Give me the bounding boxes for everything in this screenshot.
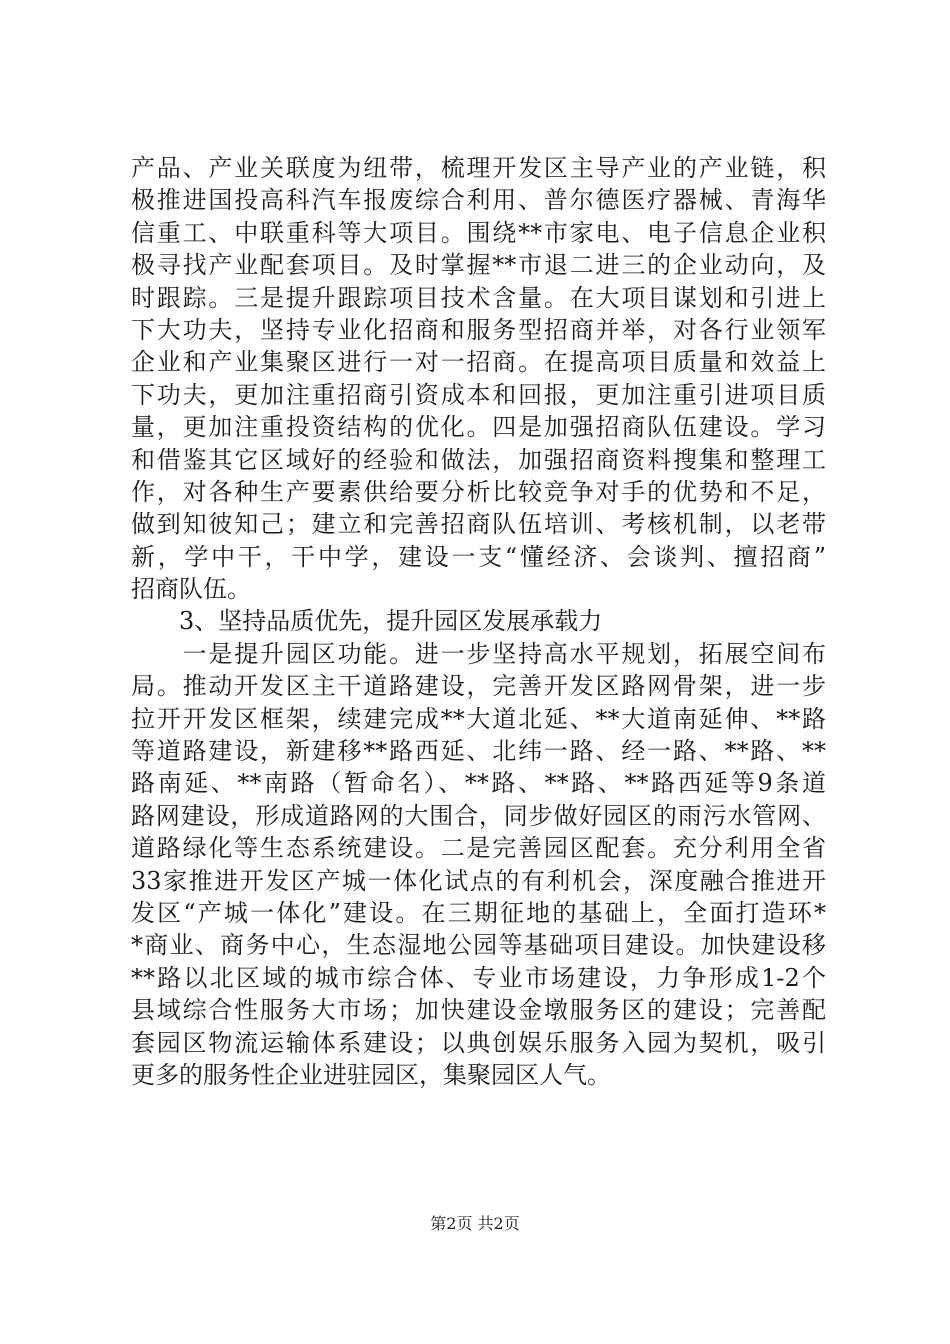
text-line: *商业、商务中心，生态湿地公园等基础项目建设。加快建设移: [131, 931, 826, 960]
text-line: **路以北区域的城市综合体、专业市场建设，力争形成1-2个: [131, 963, 826, 992]
text-line: 时跟踪。三是提升跟踪项目技术含量。在大项目谋划和引进上: [131, 283, 826, 312]
text-line: 招商队伍。: [131, 575, 251, 604]
text-line: 极寻找产业配套项目。及时掌握**市退二进三的企业动向，及: [131, 251, 826, 280]
text-line: 局。推动开发区主干道路建设，完善开发区路网骨架，进一步: [131, 672, 826, 701]
text-line: 做到知彼知己；建立和完善招商队伍培训、考核机制，以老带: [131, 510, 826, 539]
text-line: 路南延、**南路（暂命名）、**路、**路、**路西延等9条道: [131, 769, 826, 798]
paragraph-recruitment: [131, 152, 826, 605]
text-line: 拉开开发区框架，续建完成**大道北延、**大道南延伸、**路: [131, 704, 826, 733]
text-line: 道路绿化等生态系统建设。二是完善园区配套。充分利用全省: [131, 834, 826, 863]
text-line: 县域综合性服务大市场；加快建设金墩服务区的建设；完善配: [131, 996, 826, 1025]
text-line: 信重工、中联重科等大项目。围绕**市家电、电子信息企业积: [131, 218, 826, 247]
text-line: 企业和产业集聚区进行一对一招商。在提高项目质量和效益上: [131, 348, 826, 377]
text-line: 更多的服务性企业进驻园区，集聚园区人气。: [131, 1060, 611, 1089]
text-line: 一是提升园区功能。进一步坚持高水平规划，拓展空间布: [131, 639, 826, 668]
text-line: 和借鉴其它区域好的经验和做法，加强招商资料搜集和整理工: [131, 445, 826, 474]
text-line: 路网建设，形成道路网的大围合，同步做好园区的雨污水管网、: [131, 801, 826, 830]
text-line: 下功夫，更加注重招商引资成本和回报，更加注重引进项目质: [131, 380, 826, 409]
text-line: 等道路建设，新建移**路西延、北纬一路、经一路、**路、**: [131, 737, 826, 766]
page-footer: [0, 1213, 950, 1235]
text-line: 新，学中干，干中学，建设一支“懂经济、会谈判、擅招商”: [131, 542, 826, 571]
text-line: 发区“产城一体化”建设。在三期征地的基础上，全面打造环*: [131, 898, 826, 927]
text-line: 下大功夫，坚持专业化招商和服务型招商并举，对各行业领军: [131, 315, 826, 344]
document-body: [131, 152, 826, 1091]
text-line: 极推进国投高科汽车报废综合利用、普尔德医疗器械、青海华: [131, 186, 826, 215]
text-line: 套园区物流运输体系建设；以典创娱乐服务入园为契机，吸引: [131, 1028, 826, 1057]
text-line: 33家推进开发区产城一体化试点的有利机会，深度融合推进开: [131, 866, 826, 895]
paragraph-park-function: [131, 638, 826, 1091]
section-heading: 3、坚持品质优先，提升园区发展承载力: [179, 607, 603, 636]
page-number: 第2页 共2页: [430, 1214, 520, 1233]
text-line: 作，对各种生产要素供给要分析比较竞争对手的优势和不足，: [131, 477, 826, 506]
text-line: 产品、产业关联度为纽带，梳理开发区主导产业的产业链，积: [131, 154, 826, 182]
text-line: 量，更加注重投资结构的优化。四是加强招商队伍建设。学习: [131, 413, 826, 442]
